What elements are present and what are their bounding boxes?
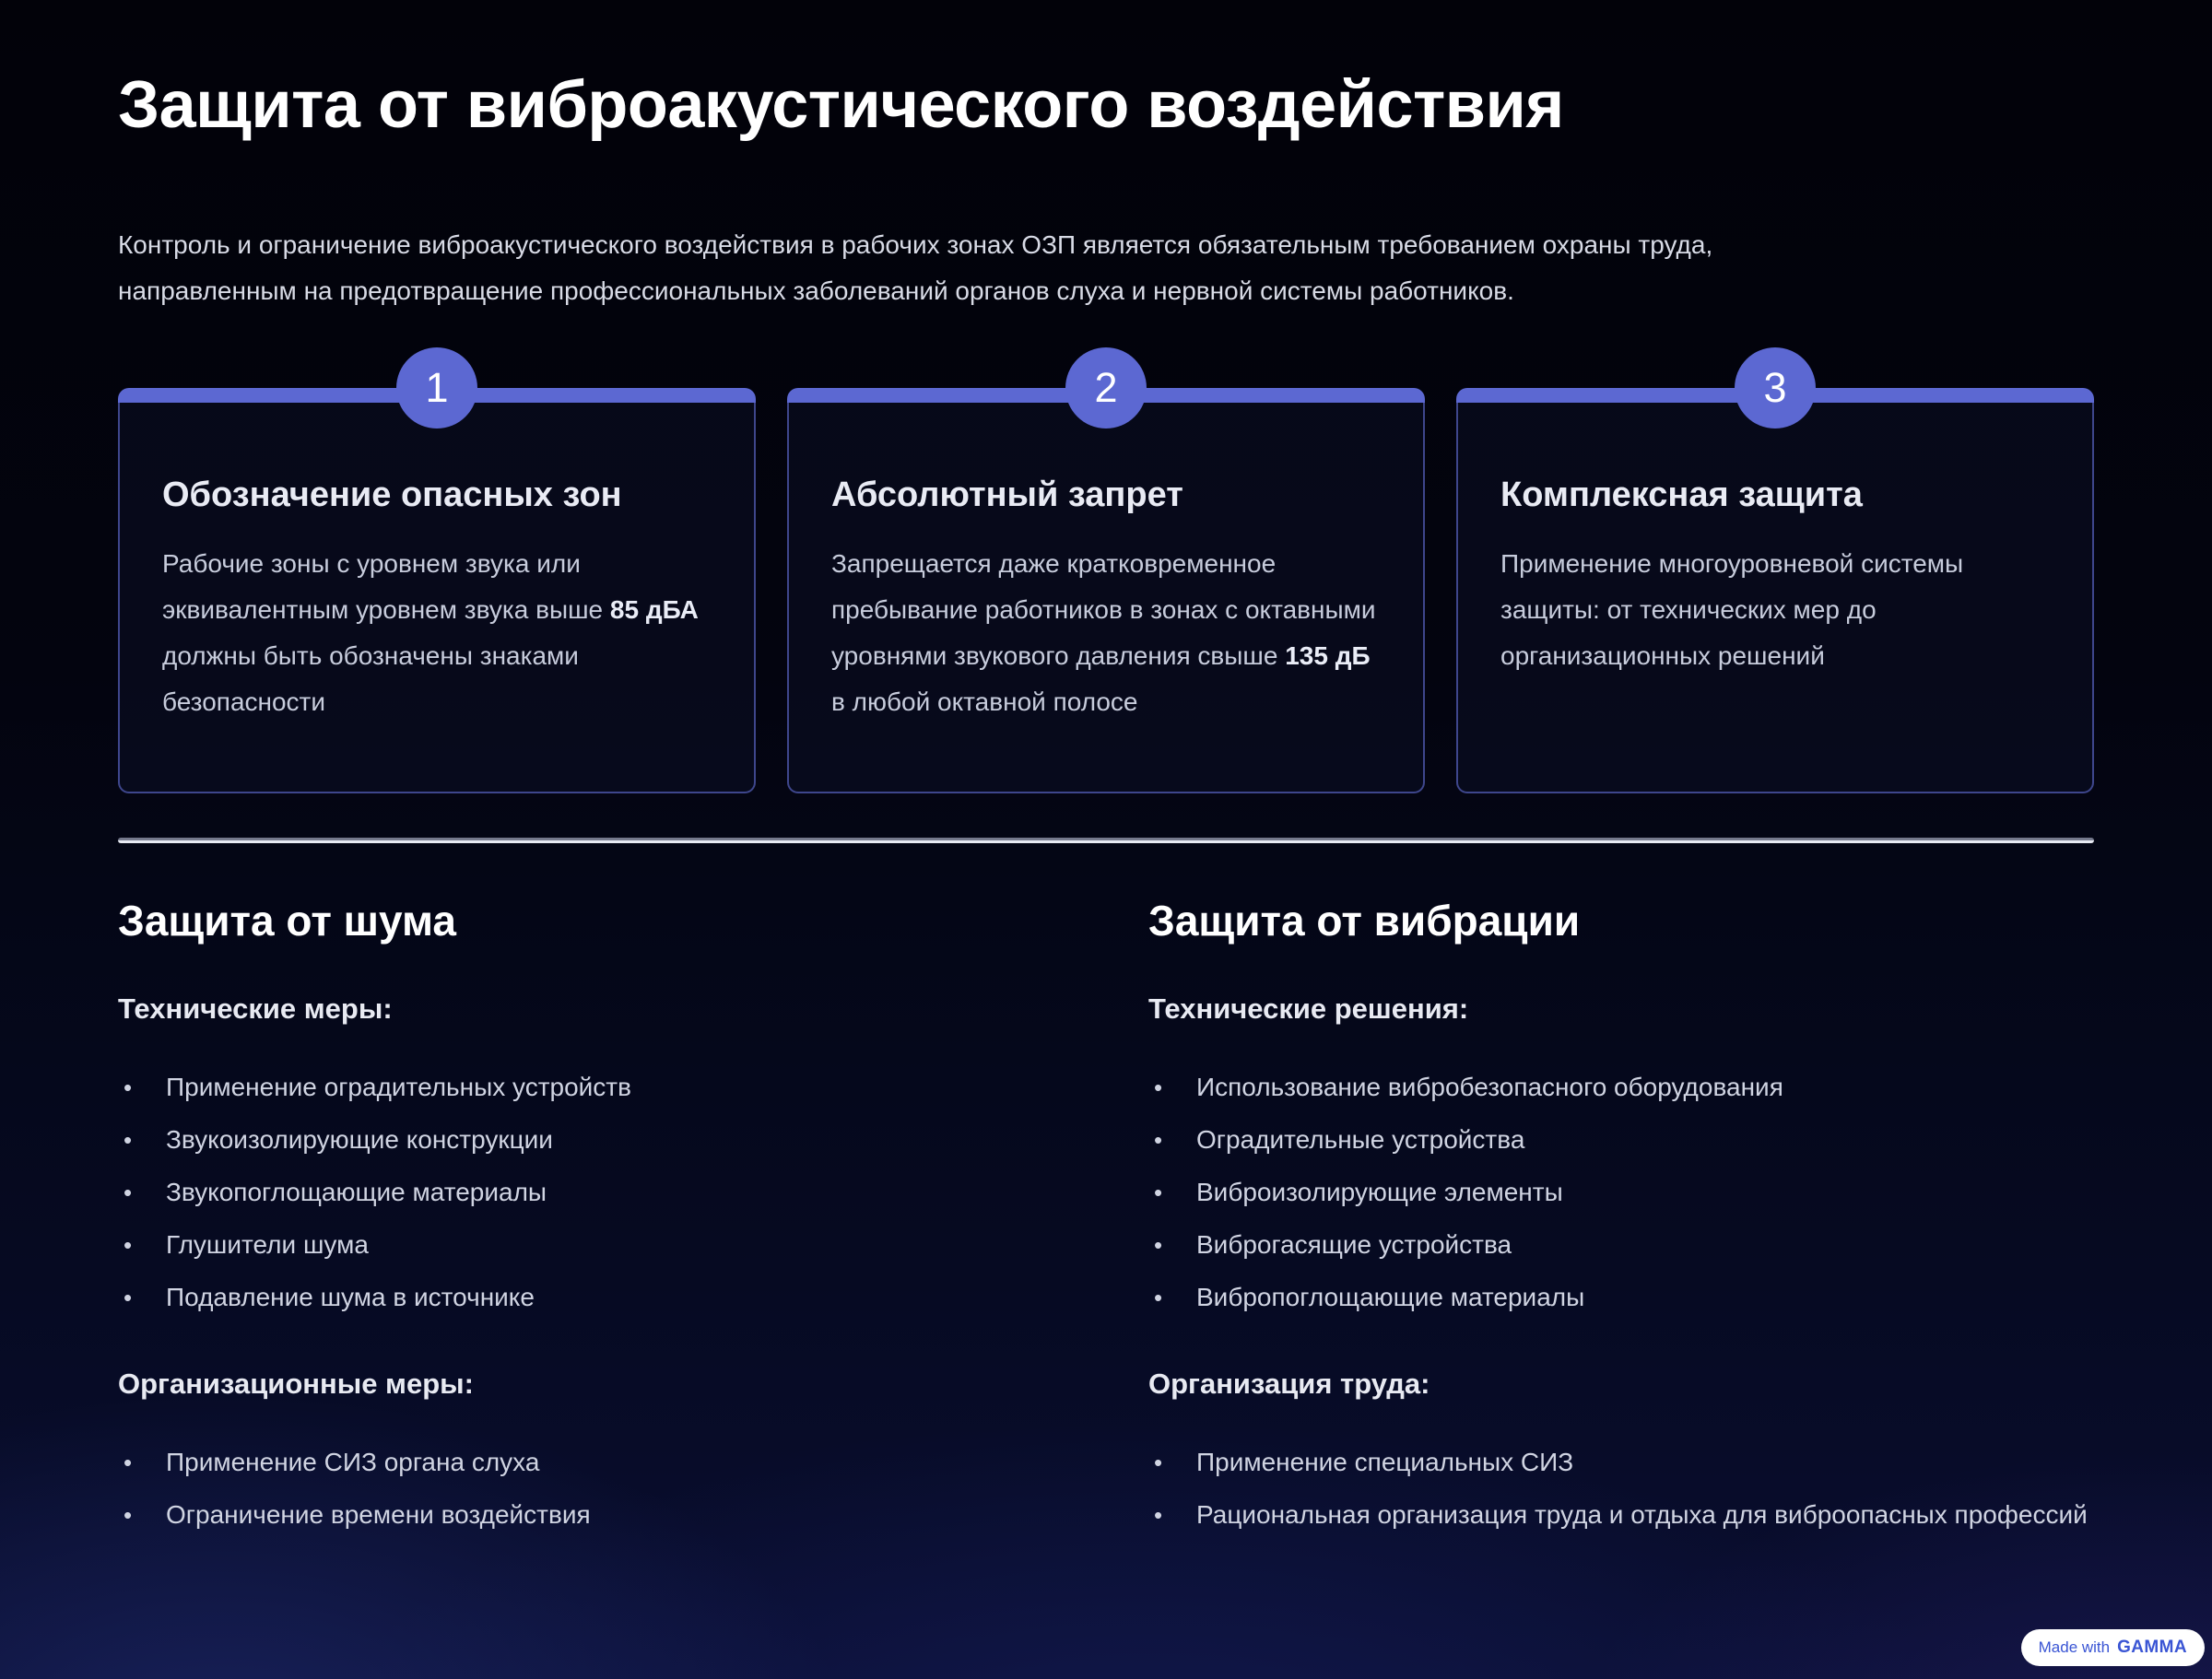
bullet-dot-icon: • bbox=[124, 1449, 133, 1477]
bullet-item bbox=[118, 1439, 1064, 1485]
group-label: Технические решения: bbox=[1148, 992, 1469, 1025]
card-text bbox=[831, 541, 1381, 725]
bullet-text: Виброгасящие устройства bbox=[1196, 1230, 1512, 1260]
made-with-gamma-badge[interactable] bbox=[2021, 1629, 2205, 1666]
card-text-strong: 85 дБА bbox=[609, 594, 699, 624]
bullet-dot-icon: • bbox=[1154, 1501, 1163, 1530]
bullet-text: Использование вибробезопасного оборудования bbox=[1196, 1073, 1783, 1102]
card-text-segment: в любой октавной полосе bbox=[831, 687, 1138, 716]
bullet-item bbox=[1148, 1222, 2094, 1268]
section-divider bbox=[118, 838, 2094, 843]
bullet-dot-icon: • bbox=[124, 1284, 133, 1312]
card-text bbox=[162, 541, 712, 725]
bullet-dot-icon: • bbox=[124, 1231, 133, 1260]
bullet-text: Глушители шума bbox=[166, 1230, 369, 1260]
card-title: Абсолютный запрет bbox=[831, 475, 1183, 514]
step-card-3 bbox=[1456, 363, 2094, 793]
bullet-item bbox=[118, 1274, 1064, 1321]
bullet-dot-icon: • bbox=[1154, 1284, 1163, 1312]
bullet-dot-icon: • bbox=[124, 1126, 133, 1155]
step-number-badge bbox=[396, 347, 477, 429]
card-body bbox=[787, 403, 1425, 793]
bullet-text: Рациональная организация труда и отдыха для виброопасных профессий bbox=[1196, 1500, 2088, 1530]
column-heading: Защита от вибрации bbox=[1148, 896, 1581, 945]
bullet-dot-icon: • bbox=[1154, 1231, 1163, 1260]
bullet-text: Звукопоглощающие материалы bbox=[166, 1178, 547, 1207]
bullet-dot-icon: • bbox=[1154, 1126, 1163, 1155]
bullet-item bbox=[1148, 1439, 2094, 1485]
bullet-dot-icon: • bbox=[1154, 1179, 1163, 1207]
column-heading: Защита от шума bbox=[118, 896, 456, 945]
bullet-item bbox=[1148, 1492, 2094, 1538]
steps-row bbox=[118, 363, 2094, 793]
card-text-segment: Рабочие зоны с уровнем звука или эквивалентным уровнем звука выше bbox=[162, 548, 610, 624]
step-card-1 bbox=[118, 363, 756, 793]
bullet-list bbox=[1148, 1064, 2094, 1321]
column-noise-protection bbox=[118, 897, 1064, 1544]
intro-paragraph: Контроль и ограничение виброакустического воздействия в рабочих зонах ОЗП является обязательным требованием охраны труда, направленным на предотвращение профессиональных заболеваний органов слуха и нервной системы работников. bbox=[118, 229, 1713, 305]
bullet-list bbox=[118, 1439, 1064, 1538]
bullet-item bbox=[118, 1064, 1064, 1110]
card-body bbox=[118, 403, 756, 793]
step-number-badge bbox=[1735, 347, 1816, 429]
card-title: Комплексная защита bbox=[1500, 475, 1863, 514]
bullet-dot-icon: • bbox=[124, 1501, 133, 1530]
bullet-item bbox=[118, 1117, 1064, 1163]
bullet-text: Применение специальных СИЗ bbox=[1196, 1448, 1574, 1477]
bullet-list bbox=[1148, 1439, 2094, 1538]
bullet-text: Оградительные устройства bbox=[1196, 1125, 1525, 1155]
step-number: 1 bbox=[425, 363, 449, 411]
bullet-item bbox=[1148, 1169, 2094, 1215]
group-label: Организационные меры: bbox=[118, 1368, 474, 1401]
bullet-item bbox=[118, 1492, 1064, 1538]
bullet-item bbox=[118, 1169, 1064, 1215]
protection-columns bbox=[118, 897, 2094, 1544]
step-card-2 bbox=[787, 363, 1425, 793]
bullet-text: Вибропоглощающие материалы bbox=[1196, 1283, 1585, 1312]
step-number: 2 bbox=[1094, 363, 1118, 411]
bullet-text: Виброизолирующие элементы bbox=[1196, 1178, 1563, 1207]
bullet-dot-icon: • bbox=[1154, 1449, 1163, 1477]
bullet-text: Подавление шума в источнике bbox=[166, 1283, 535, 1312]
bullet-item bbox=[1148, 1274, 2094, 1321]
bullet-dot-icon: • bbox=[1154, 1074, 1163, 1102]
step-number: 3 bbox=[1763, 363, 1787, 411]
bullet-dot-icon: • bbox=[124, 1179, 133, 1207]
card-body bbox=[1456, 403, 2094, 793]
step-number-badge bbox=[1065, 347, 1147, 429]
card-text-segment: Применение многоуровневой системы защиты: от технических мер до организационных решений bbox=[1500, 548, 1964, 670]
bullet-item bbox=[118, 1222, 1064, 1268]
card-text-segment: Запрещается даже кратковременное пребывание работников в зонах с октавными уровнями звукового давления свыше bbox=[831, 548, 1376, 670]
made-with-label: Made with bbox=[2038, 1638, 2111, 1656]
bullet-text: Ограничение времени воздействия bbox=[166, 1500, 591, 1530]
bullet-item bbox=[1148, 1117, 2094, 1163]
group-label: Технические меры: bbox=[118, 992, 393, 1025]
gamma-logo: GAMMA bbox=[2117, 1638, 2187, 1657]
bullet-text: Применение СИЗ органа слуха bbox=[166, 1448, 540, 1477]
bullet-item bbox=[1148, 1064, 2094, 1110]
bullet-text: Применение оградительных устройств bbox=[166, 1073, 631, 1102]
bullet-list bbox=[118, 1064, 1064, 1321]
card-title: Обозначение опасных зон bbox=[162, 475, 622, 514]
page-title: Защита от виброакустического воздействия bbox=[118, 68, 1564, 142]
card-text-strong: 135 дБ bbox=[1285, 640, 1371, 670]
bullet-text: Звукоизолирующие конструкции bbox=[166, 1125, 553, 1155]
card-text-segment: должны быть обозначены знаками безопасности bbox=[162, 640, 579, 716]
bullet-dot-icon: • bbox=[124, 1074, 133, 1102]
card-text bbox=[1500, 541, 2050, 679]
group-label: Организация труда: bbox=[1148, 1368, 1430, 1401]
column-vibration-protection bbox=[1148, 897, 2094, 1544]
